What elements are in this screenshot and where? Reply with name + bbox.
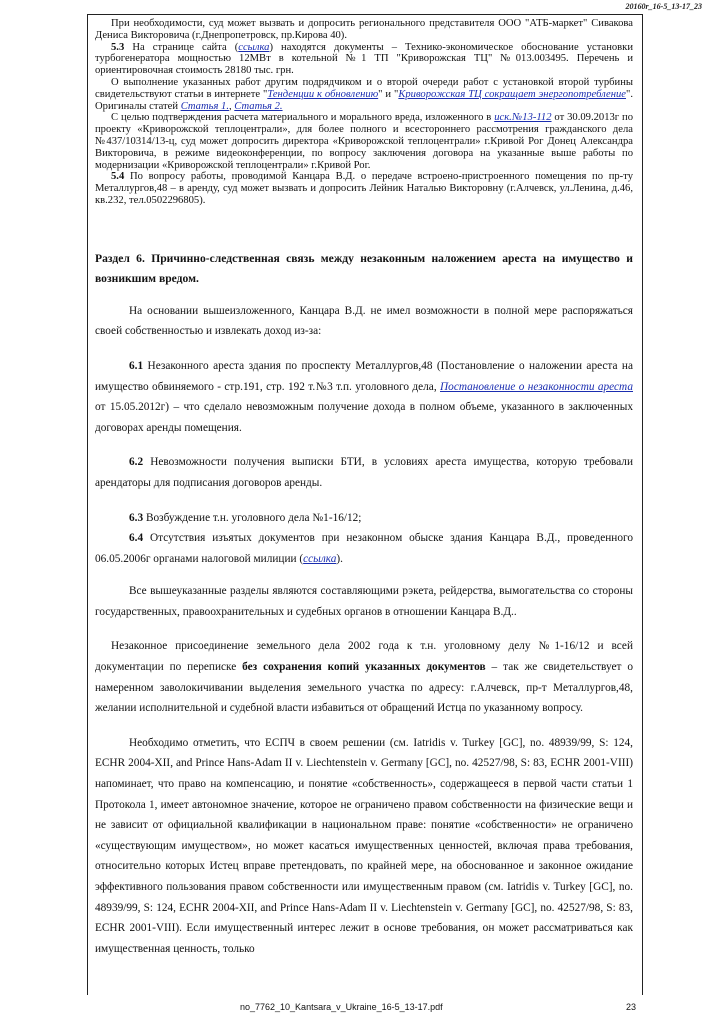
paragraph-5-3: 5.3 На странице сайта (ссылка) находятся документы – Технико-экономическое обоснование установки турбогенератора мощностью 12МВт в котельной №1 ТП "Криворожская ТЦ" №013.003495. Перечень и ориентировочная стоимость 28180 тыс. грн.	[95, 41, 633, 77]
item-number: 5.4	[111, 171, 125, 183]
link-search-reference[interactable]: ссылка	[303, 552, 337, 565]
item-6-1: 6.1 Незаконного ареста здания по проспекту Металлургов,48 (Постановление о наложении ареста на имущество обвиняемого - стр.191, стр. 192 т.№3 т.п. уголовного дела, Постановление о незаконности ареста от 15.05.2012г) – что сделало невозможным получение дохода в полном объеме, указанного в заключенных договорах аренды помещения.	[95, 359, 633, 434]
paragraph-damage-calc: С целью подтверждения расчета материального и морального вреда, изложенного в иск.№13-112 от 30.09.2013г по проекту «Криворожской теплоцентрали», для более полного и всестороннего рассмотрения гражданского дела №437/10314/13-ц, суд может допросить директора «Криворожской теплоцентрали» г.Кривой Рог Донец Александра Викторовича, в режиме видеоконференции, по вопросу заключения договора на указанные выше работы по модернизации «Криворожской теплоцентрали» г.Кривой Рог.	[95, 112, 633, 171]
page-number: 23	[626, 1002, 637, 1012]
item-6-2: 6.2 Невозможности получения выписки БТИ, в условиях ареста имущества, которую требовали арендаторы для подписания договоров аренды.	[95, 456, 633, 489]
footer-filename: no_7762_10_Kantsara_v_Ukraine_16-5_13-17.pdf	[240, 1002, 443, 1012]
paragraph-echr: Необходимо отметить, что ЕСПЧ в своем решении (см. Iatridis v. Turkey [GC], no. 48939/99, S: 124, ECHR 2004-XII, and Prince Hans-Adam II v. Liechtenstein v. Germany [GC], no. 42527/98, S: 83, ECHR 2001-VIII) напоминает, что право на компенсацию, и понятие «собственность», содержащееся в первой части статьи 1 Протокола 1, имеет автономное значение, которое не ограничено правом собственности на физические вещи и не зависит от официальной квалификации в национальном праве: понятие «собственности» не ограничено «существующим имуществом», но может касаться имущественных ценностей, включая права требования, относительно которых Истец вправе претендовать, по крайней мере, на обоснованное и законное ожидание эффективного пользования правом собственности или имущественным правом (см. Iatridis v. Turkey [GC], no. 48939/99, S: 124, ECHR 2004-XII, and Prince Hans-Adam II v. Liechtenstein v. Germany [GC], no. 42527/98, S: 83, ECHR 2001-VIII). Если имущественный интерес лежит в основе требования, он может рассматриваться как имущественная ценность, только	[95, 736, 633, 955]
item-number: 5.3	[111, 41, 125, 53]
bold-phrase: без сохранения копий указанных документов	[242, 661, 486, 674]
section-6-title: Раздел 6. Причинно-следственная связь между незаконным наложением ареста на имущество и возникшим вредом.	[95, 251, 633, 285]
header-stamp: 20160r_16-5_13-17_23	[625, 2, 702, 11]
paragraph-land-case: Незаконное присоединение земельного дела 2002 года к т.н. уголовному делу №1-16/12 и всей документации по переписке без сохранения копий указанных документов – так же свидетельствует о намеренном заволокичивании выделения земельного участка по адресу: г.Алчевск, пр-т Металлургов,48, желании исполнительной и судебной власти избавиться от обращений Истца по указанному вопросу.	[95, 640, 634, 715]
paragraph-5-4: 5.4 По вопросу работы, проводимой Канцара В.Д. о передаче встроено-пристроенного помещения по пр-ту Металлургов,48 – в аренду, суд может вызвать и допросить Лейник Наталью Викторовну (г.Алчевск, ул.Ленина, д.46, кв.232, тел.0502296805).	[95, 171, 633, 206]
paragraph-intro: На основании вышеизложенного, Канцара В.Д. не имел возможности в полной мере распоряжаться своей собственностью и извлекать доход из-за:	[95, 304, 633, 338]
link-arrest-ruling[interactable]: Постановление о незаконности ареста	[440, 380, 633, 393]
document-body	[95, 18, 633, 959]
link-article-2[interactable]: Статья 2.	[234, 100, 283, 112]
link-article-energy[interactable]: Криворожская ТЦ сокращает энергопотребление	[398, 88, 626, 100]
paragraph-turbine: О выполнение указанных работ другим подрядчиком и о второй очереди работ с установкой второй турбины свидетельствуют статьи в интернете "Тенденции к обновлению" и "Криворожская ТЦ сокращает энергопотребление". Оригиналы статей Статья 1., Статья 2.	[95, 76, 633, 112]
link-reference[interactable]: ссылка	[238, 41, 270, 53]
paragraph-summary: Все вышеуказанные разделы являются составляющими рэкета, рейдерства, вымогательства со стороны государственных, правоохранительных и судебных органов в отношении Канцара В.Д..	[95, 585, 633, 618]
item-6-3: 6.3 Возбуждение т.н. уголовного дела №1-16/12;	[129, 511, 362, 524]
link-claim[interactable]: иск.№13-112	[494, 112, 552, 124]
link-article-1[interactable]: Статья 1.	[180, 100, 229, 112]
item-6-4: 6.4 Отсутствия изъятых документов при незаконном обыске здания Канцара В.Д., проведенного 06.05.2006г органами налоговой милиции (ссылка).	[95, 532, 633, 565]
paragraph-representative: При необходимости, суд может вызвать и допросить регионального представителя ООО "АТБ-маркет" Сивакова Дениса Викторовича (г.Днепропетровск, пр.Кирова 40).	[95, 18, 633, 41]
link-article-trends[interactable]: Тенденции к обновлению	[267, 88, 379, 100]
